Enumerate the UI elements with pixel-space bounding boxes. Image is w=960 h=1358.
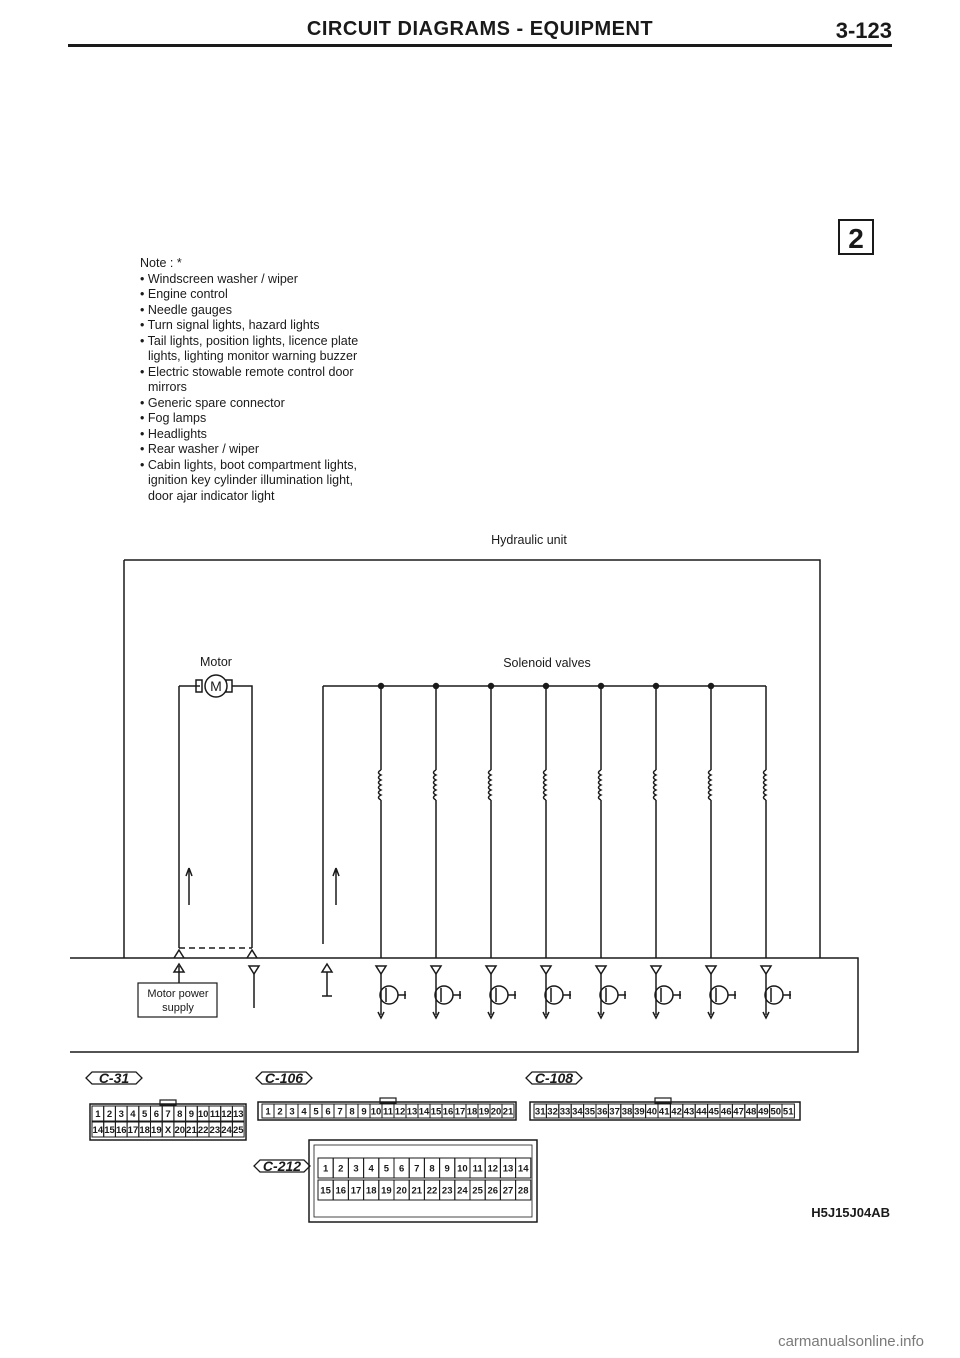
pin-number: X [164, 1125, 172, 1136]
pin-number: 5 [313, 1106, 319, 1118]
pin-number: 14 [517, 1163, 529, 1175]
pin-number: 13 [232, 1109, 244, 1120]
solenoid-channel [706, 684, 736, 1019]
pin-number: 41 [658, 1106, 670, 1118]
pin-number: 33 [559, 1106, 571, 1118]
motor-label: Motor [200, 655, 232, 669]
pin-number: 3 [353, 1163, 359, 1175]
solenoid-terminal [596, 966, 606, 974]
solenoid-terminal [651, 966, 661, 974]
solenoid-coil [764, 770, 767, 800]
pin-number: 23 [209, 1125, 221, 1136]
pin-number: 27 [502, 1185, 514, 1197]
pin-number: 47 [733, 1106, 744, 1118]
solenoid-terminal [706, 966, 716, 974]
connector-label: C-108 [534, 1070, 574, 1086]
connector-c108 [526, 1070, 800, 1120]
pin-number: 49 [758, 1106, 769, 1118]
connector-label: C-31 [98, 1070, 130, 1086]
pin-number: 18 [466, 1106, 478, 1118]
pin-number: 18 [365, 1185, 377, 1197]
pin-number: 6 [398, 1163, 405, 1175]
pin-number: 36 [596, 1106, 608, 1118]
note-item: • Electric stowable remote control door mirrors [140, 365, 360, 396]
pin-number: 15 [320, 1185, 331, 1197]
transistor-symbol [490, 986, 508, 1004]
motor-power-supply-label: Motor power [147, 988, 209, 1000]
pin-number: 9 [188, 1109, 195, 1120]
connector-c212 [254, 1140, 537, 1222]
pin-number: 28 [517, 1185, 529, 1197]
pin-number: 43 [683, 1106, 695, 1118]
pin-number: 13 [406, 1106, 418, 1118]
pin-number: 32 [547, 1106, 558, 1118]
pin-number: 11 [209, 1109, 220, 1120]
solenoid-channel [651, 684, 681, 1019]
pin-number: 11 [472, 1163, 483, 1175]
pin-number: 17 [350, 1185, 362, 1197]
solenoid-channel [541, 684, 571, 1019]
pin-number: 24 [221, 1125, 232, 1136]
connector-c106 [256, 1070, 516, 1120]
pin-number: 1 [95, 1109, 101, 1120]
pin-number: 23 [441, 1185, 453, 1197]
pin-number: 20 [174, 1125, 186, 1136]
transistor-symbol [765, 986, 783, 1004]
motor-ground-terminal [249, 966, 259, 974]
solenoid-terminal [376, 966, 386, 974]
connector-c31 [86, 1070, 246, 1140]
pin-number: 21 [186, 1125, 197, 1136]
note-heading: Note : * [140, 256, 182, 270]
solenoid-coil [599, 770, 602, 800]
solenoid-terminal [486, 966, 496, 974]
solenoid-coil [379, 770, 382, 800]
pin-number: 3 [289, 1106, 295, 1118]
pin-number: 22 [426, 1185, 438, 1197]
figure-code: H5J15J04AB [811, 1205, 890, 1220]
solenoid-current-arrow [333, 868, 339, 905]
note-item: • Fog lamps [140, 411, 360, 427]
solenoid-coil [654, 770, 657, 800]
pin-number: 24 [457, 1185, 468, 1197]
pin-number: 37 [609, 1106, 620, 1118]
connector-label: C-212 [262, 1158, 302, 1174]
pin-number: 6 [153, 1109, 159, 1120]
section-tab: 2 [838, 219, 874, 255]
pin-number: 12 [221, 1109, 232, 1120]
page-title: CIRCUIT DIAGRAMS - EQUIPMENT [306, 18, 654, 40]
solenoid-channel [596, 684, 626, 1019]
bus-ground [322, 972, 332, 996]
pin-number: 40 [646, 1106, 658, 1118]
hydraulic-unit-outline [124, 560, 820, 958]
note-item: • Rear washer / wiper [140, 442, 360, 458]
pin-number: 2 [277, 1106, 283, 1118]
pin-number: 11 [382, 1106, 394, 1118]
transistor-symbol [600, 986, 618, 1004]
solenoid-coil [544, 770, 547, 800]
solenoid-channel [761, 686, 791, 1018]
note-item: • Engine control [140, 287, 360, 303]
solenoid-channel [431, 684, 461, 1019]
pin-number: 4 [301, 1106, 307, 1118]
solenoid-coil [434, 770, 437, 800]
bus-terminal [322, 964, 332, 972]
pin-number: 20 [490, 1106, 502, 1118]
motor-wires [179, 686, 252, 948]
pin-number: 19 [151, 1125, 162, 1136]
pin-number: 18 [139, 1125, 150, 1136]
pin-number: 9 [361, 1106, 367, 1118]
pin-number: 2 [338, 1163, 344, 1175]
pin-number: 19 [381, 1185, 392, 1197]
pin-number: 10 [370, 1106, 382, 1118]
hydraulic-unit-label: Hydraulic unit [491, 533, 567, 547]
pin-number: 10 [457, 1163, 468, 1175]
pin-number: 31 [534, 1106, 546, 1118]
connector-label: C-106 [264, 1070, 304, 1086]
pin-number: 50 [770, 1106, 782, 1118]
pin-number: 5 [142, 1109, 148, 1120]
transistor-symbol [545, 986, 563, 1004]
pin-number: 8 [177, 1109, 183, 1120]
pin-number: 20 [396, 1185, 407, 1197]
transistor-symbol [380, 986, 398, 1004]
pin-number: 25 [472, 1185, 483, 1197]
pin-number: 34 [572, 1106, 583, 1118]
note-item: • Headlights [140, 427, 360, 443]
pin-number: 17 [127, 1125, 139, 1136]
solenoid-channel [376, 684, 406, 1019]
watermark: carmanualsonline.info [778, 1333, 924, 1350]
pin-number: 26 [487, 1185, 499, 1197]
pin-number: 9 [444, 1163, 450, 1175]
connector-housing [309, 1140, 537, 1222]
connector-inner-frame [314, 1145, 532, 1217]
pin-number: 21 [502, 1106, 514, 1118]
solenoid-terminal [541, 966, 551, 974]
pin-number: 16 [115, 1125, 127, 1136]
pin-number: 6 [325, 1106, 331, 1118]
pin-number: 7 [165, 1109, 171, 1120]
pin-number: 13 [502, 1163, 514, 1175]
pin-number: 21 [411, 1185, 423, 1197]
pin-number: 1 [322, 1163, 329, 1175]
pin-number: 45 [708, 1106, 720, 1118]
transistor-symbol [710, 986, 728, 1004]
solenoid-coil [709, 770, 712, 800]
pin-number: 35 [584, 1106, 596, 1118]
pin-number: 39 [634, 1106, 645, 1118]
pin-number: 22 [197, 1125, 209, 1136]
page-number: 3-123 [835, 18, 892, 43]
transistor-symbol [435, 986, 453, 1004]
solenoid-valves-label: Solenoid valves [503, 656, 591, 670]
pin-number: 7 [337, 1106, 343, 1118]
pin-number: 8 [429, 1163, 435, 1175]
pin-number: 4 [130, 1109, 136, 1120]
pin-number: 16 [442, 1106, 454, 1118]
pin-number: 38 [621, 1106, 633, 1118]
note-item: • Tail lights, position lights, licence plate lights, lighting monitor warning buzzer [140, 334, 360, 365]
pin-number: 12 [487, 1163, 499, 1175]
pin-number: 25 [232, 1125, 244, 1136]
pin-number: 7 [414, 1163, 420, 1175]
pin-number: 15 [104, 1125, 115, 1136]
motor-power-supply-label-2: supply [162, 1002, 194, 1014]
solenoid-channel [486, 684, 516, 1019]
pin-number: 19 [478, 1106, 490, 1118]
pin-number: 42 [671, 1106, 682, 1118]
pin-number: 10 [197, 1109, 209, 1120]
pin-number: 46 [720, 1106, 732, 1118]
pin-number: 1 [265, 1106, 271, 1118]
note-item: • Needle gauges [140, 303, 360, 319]
solenoid-terminal [761, 966, 771, 974]
solenoid-terminal [431, 966, 441, 974]
transistor-symbol [655, 986, 673, 1004]
pin-number: 14 [418, 1106, 430, 1118]
pin-number: 51 [782, 1106, 794, 1118]
note-item: • Turn signal lights, hazard lights [140, 318, 360, 334]
solenoid-channels [376, 684, 791, 1019]
motor-link-marks [174, 950, 257, 958]
note-item: • Cabin lights, boot compartment lights, ignition key cylinder illumination light, door ajar indicator light [140, 458, 360, 505]
pin-number: 2 [106, 1109, 113, 1120]
note-item: • Windscreen washer / wiper [140, 272, 360, 288]
pin-number: 8 [349, 1106, 355, 1118]
pin-number: 14 [92, 1125, 104, 1136]
solenoid-bus [323, 686, 766, 944]
pin-number: 15 [430, 1106, 442, 1118]
pin-number: 16 [335, 1185, 347, 1197]
pin-number: 44 [696, 1106, 707, 1118]
note-item: • Generic spare connector [140, 396, 360, 412]
pin-number: 17 [454, 1106, 466, 1118]
pin-number: 3 [118, 1109, 124, 1120]
pin-number: 5 [383, 1163, 390, 1175]
solenoid-coil [489, 770, 492, 800]
pin-number: 4 [368, 1163, 374, 1175]
pin-number: 48 [745, 1106, 757, 1118]
motor-symbol-letter: M [210, 678, 222, 694]
pin-number: 12 [394, 1106, 406, 1118]
